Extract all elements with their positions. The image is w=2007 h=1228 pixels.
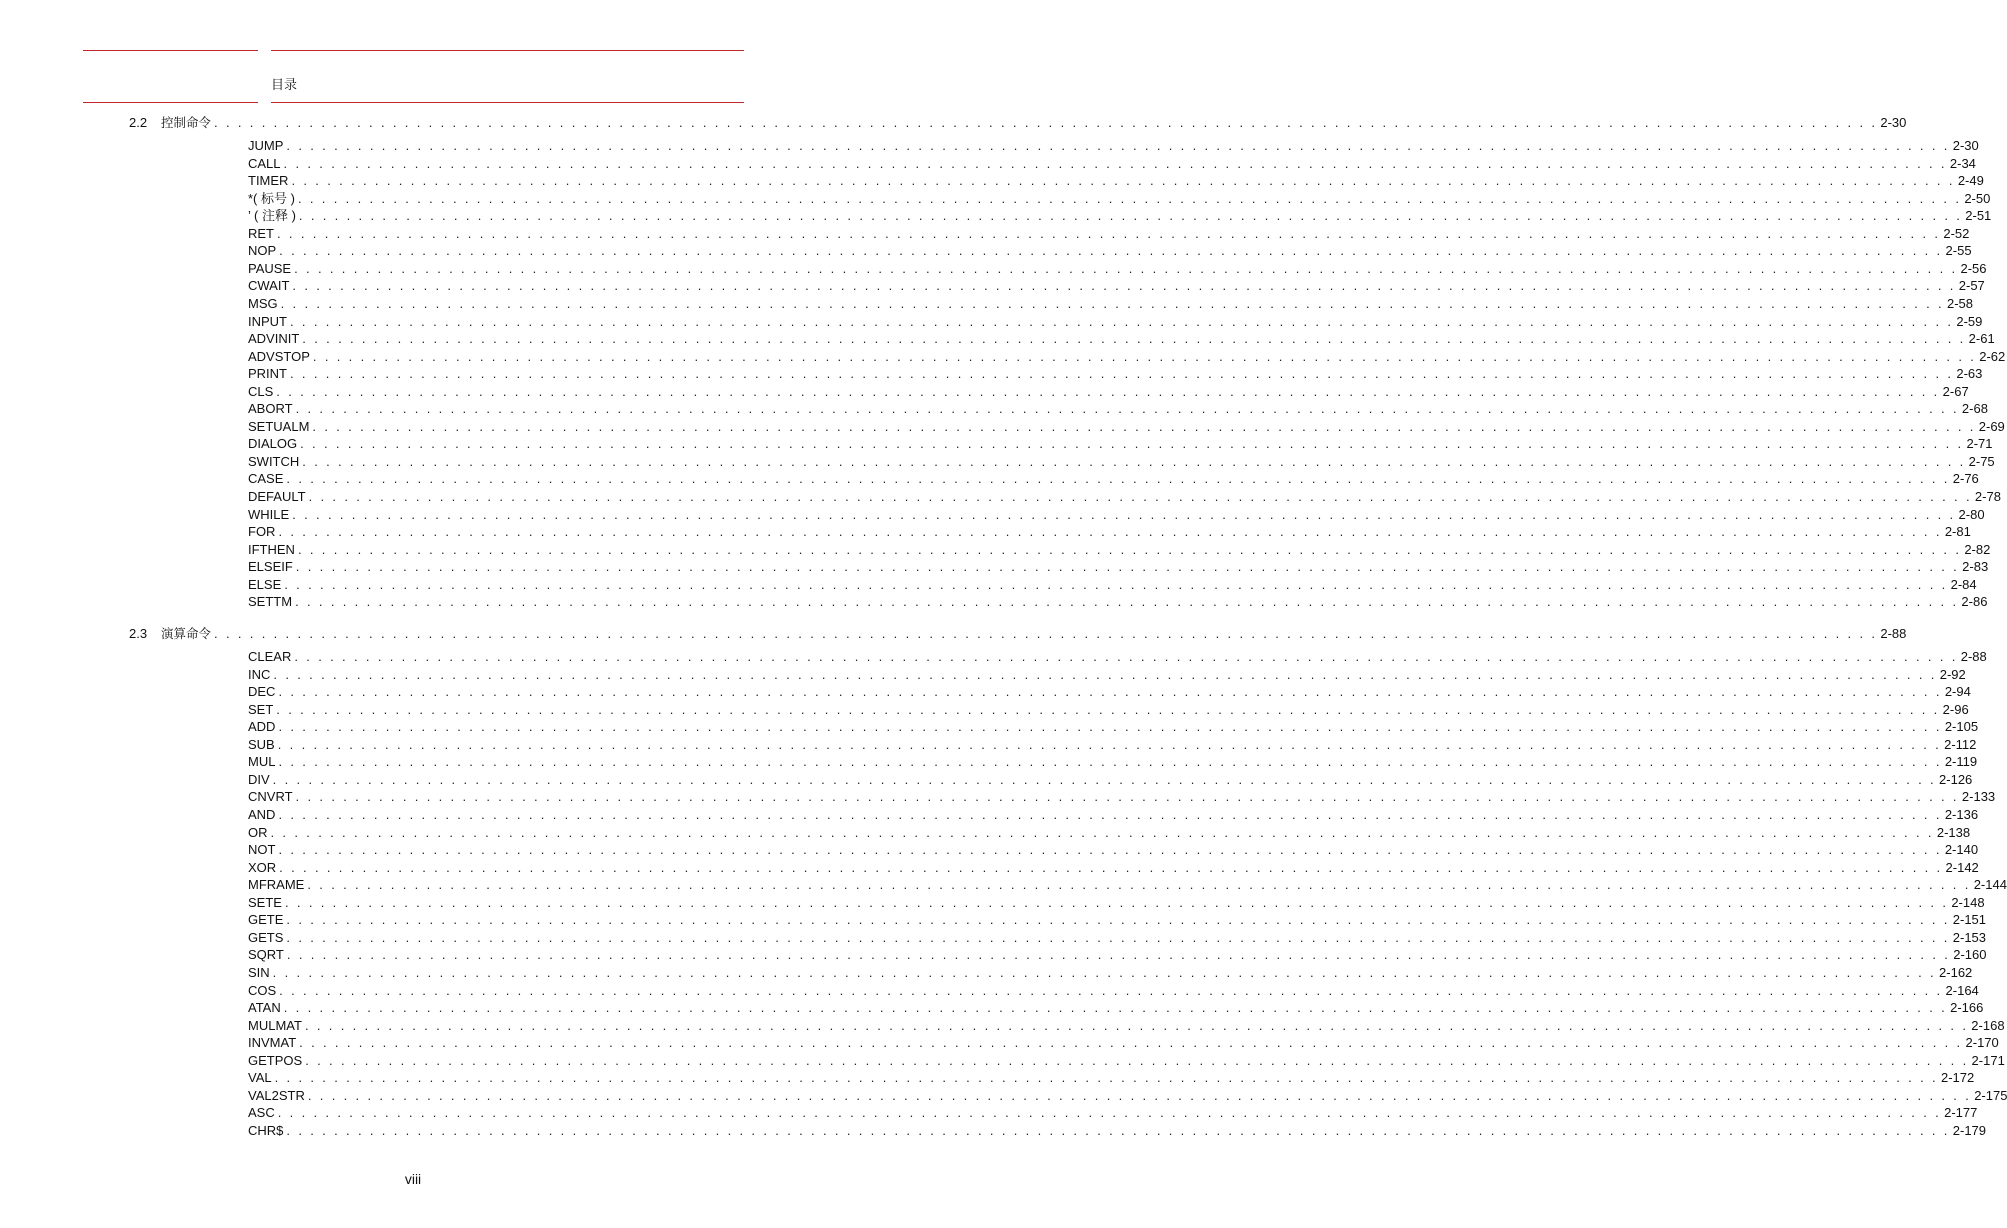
toc-entry[interactable] bbox=[248, 1104, 1978, 1122]
toc-entry[interactable] bbox=[248, 470, 1979, 488]
toc-entry-label: COS bbox=[248, 982, 277, 998]
toc-entry-label: WHILE bbox=[248, 506, 290, 522]
toc-leader-dots: . . . . . . . . . . . . . . . . . . . . . . . . . . . . . . . . . . . . . . . . . . . . . . . . . . . . . . . . . . . . . . . . . . . . . . . . . . . . . . . . . . . . . . . . . . . . . . . . . . . . . . . . . . . . . . . . . . . . . . . . . . . . . . . . . . . . . . . . . . . . bbox=[300, 436, 1964, 452]
toc-entry-label: PRINT bbox=[248, 366, 287, 382]
toc-entry-page: 2-82 bbox=[1964, 541, 1991, 557]
toc-entry-page: 2-168 bbox=[1971, 1017, 2005, 1033]
toc-entry-label: SIN bbox=[248, 964, 270, 980]
toc-entry[interactable] bbox=[248, 190, 1991, 208]
toc-entry-page: 2-88 bbox=[1960, 649, 1987, 664]
toc-entry[interactable] bbox=[248, 225, 1970, 243]
toc-entry-label: CHR$ bbox=[248, 1122, 284, 1138]
toc-entry-page: 2-151 bbox=[1952, 912, 1987, 928]
toc-entry-page: 2-58 bbox=[1946, 296, 1974, 311]
toc-entry[interactable] bbox=[248, 1069, 1975, 1087]
toc-entry-label: INVMAT bbox=[248, 1035, 297, 1051]
toc-entry[interactable] bbox=[248, 435, 1993, 453]
toc-leader-dots: . . . . . . . . . . . . . . . . . . . . . . . . . . . . . . . . . . . . . . . . . . . . . . . . . . . . . . . . . . . . . . . . . . . . . . . . . . . . . . . . . . . . . . . . . . . . . . . . . . . . . . . . . . . . . . . . . . . . . . . . . . . . . . . . . . . . . . . . . . . . bbox=[283, 155, 1947, 171]
toc-entry[interactable] bbox=[248, 558, 1989, 576]
toc-entry-page: 2-34 bbox=[1949, 155, 1976, 171]
toc-entry-label: CWAIT bbox=[248, 278, 290, 294]
toc-leader-dots: . . . . . . . . . . . . . . . . . . . . . . . . . . . . . . . . . . . . . . . . . . . . . . . . . . . . . . . . . . . . . . . . . . . . . . . . . . . . . . . . . . . . . . . . . . . . . . . . . . . . . . . . . . . . . . . . . . . . . . . . . . . . . . . . . . . . . . . . . . . . bbox=[286, 471, 1950, 487]
toc-leader-dots: . . . . . . . . . . . . . . . . . . . . . . . . . . . . . . . . . . . . . . . . . . . . . . . . . . . . . . . . . . . . . . . . . . . . . . . . . . . . . . . . . . . . . . . . . . . . . . . . . . . . . . . . . . . . . . . . . . . . . . . . . . . . . . . . . . . . . . . . . . . . bbox=[307, 877, 1971, 893]
toc-entry-label: DEFAULT bbox=[248, 489, 306, 504]
toc-entry-label: IFTHEN bbox=[248, 541, 295, 557]
toc-leader-dots: . . . . . . . . . . . . . . . . . . . . . . . . . . . . . . . . . . . . . . . . . . . . . . . . . . . . . . . . . . . . . . . . . . . . . . . . . . . . . . . . . . . . . . . . . . . . . . . . . . . . . . . . . . . . . . . . . . . . . . . . . . . . . . . . . . . . . . . . . . . . bbox=[302, 331, 1966, 347]
toc-entry-page: 2-50 bbox=[1964, 190, 1991, 206]
toc-entry[interactable] bbox=[248, 859, 1979, 877]
toc-leader-dots: . . . . . . . . . . . . . . . . . . . . . . . . . . . . . . . . . . . . . . . . . . . . . . . . . . . . . . . . . . . . . . . . . . . . . . . . . . . . . . . . . . . . . . . . . . . . . . . . . . . . . . . . . . . . . . . . . . . . . . . . . . . . . . . . . . . . . . . . . . . . bbox=[286, 912, 1950, 928]
toc-leader-dots: . . . . . . . . . . . . . . . . . . . . . . . . . . . . . . . . . . . . . . . . . . . . . . . . . . . . . . . . . . . . . . . . . . . . . . . . . . . . . . . . . . . . . . . . . . . . . . . . . . . . . . . . . . . . . . . . . . . . . . . . . . . . . . . . . . . . . . . . . . . . bbox=[286, 947, 1951, 963]
toc-entry-label: FOR bbox=[248, 524, 276, 540]
toc-entry-label: CALL bbox=[248, 155, 281, 171]
toc-entry-label: SET bbox=[248, 701, 274, 717]
toc-entry-label: GETS bbox=[248, 929, 284, 945]
toc-entry-page: 2-175 bbox=[1974, 1087, 2007, 1103]
toc-entry[interactable] bbox=[248, 982, 1979, 1000]
toc-entry-page: 2-162 bbox=[1939, 964, 1973, 980]
toc-entry-page: 2-80 bbox=[1958, 506, 1985, 522]
toc-entry-label: AND bbox=[248, 807, 276, 822]
toc-section-number: 2.2 bbox=[129, 115, 148, 130]
toc-entry-label: CNVRT bbox=[248, 789, 293, 805]
toc-leader-dots: . . . . . . . . . . . . . . . . . . . . . . . . . . . . . . . . . . . . . . . . . . . . . . . . . . . . . . . . . . . . . . . . . . . . . . . . . . . . . . . . . . . . . . . . . . . . . . . . . . . . . . . . . . . . . . . . . . . . . . . . . . . . . . . . . . . . . . . . . . . . bbox=[277, 225, 1941, 241]
header-rule-top-right bbox=[271, 50, 744, 51]
toc-entry[interactable] bbox=[248, 701, 1969, 719]
toc-leader-dots: . . . . . . . . . . . . . . . . . . . . . . . . . . . . . . . . . . . . . . . . . . . . . . . . . . . . . . . . . . . . . . . . . . . . . . . . . . . . . . . . . . . . . . . . . . . . . . . . . . . . . . . . . . . . . . . . . . . . . . . . . . . . . . . . . . . . . . . . . . . . bbox=[290, 313, 1954, 329]
toc-leader-dots: . . . . . . . . . . . . . . . . . . . . . . . . . . . . . . . . . . . . . . . . . . . . . . . . . . . . . . . . . . . . . . . . . . . . . . . . . . . . . . . . . . . . . . . . . . . . . . . . . . . . . . . . . . . . . . . . . . . . . . . . . . . . . . . . . . . . . . . . . . . . bbox=[297, 541, 1962, 557]
toc-leader-dots: . . . . . . . . . . . . . . . . . . . . . . . . . . . . . . . . . . . . . . . . . . . . . . . . . . . . . . . . . . . . . . . . . . . . . . . . . . . . . . . . . . . . . . . . . . . . . . . . . . . . . . . . . . . . . . . . . . . . . . . . . . . . . . . . . . . . . . . . . . . . bbox=[278, 684, 1942, 700]
toc-leader-dots: . . . . . . . . . . . . . . . . . . . . . . . . . . . . . . . . . . . . . . . . . . . . . . . . . . . . . . . . . . . . . . . . . . . . . . . . . . . . . . . . . . . . . . . . . . . . . . . . . . . . . . . . . . . . . . . . . . . . . . . . . . . . . . . . . . . . . . . . . . . . bbox=[276, 701, 1940, 717]
toc-entry-label: SQRT bbox=[248, 947, 284, 963]
toc-entry-label: MUL bbox=[248, 754, 276, 770]
toc-section-heading bbox=[129, 625, 214, 643]
toc-entry-label: NOT bbox=[248, 842, 276, 857]
toc-entry-page: 2-68 bbox=[1961, 401, 1988, 417]
toc-entry[interactable] bbox=[248, 1122, 1987, 1140]
toc-entry-page: 2-136 bbox=[1944, 807, 1979, 822]
toc-entry-label: INPUT bbox=[248, 313, 287, 329]
toc-entry-page: 2-75 bbox=[1968, 453, 1995, 469]
toc-entry-page: 2-94 bbox=[1944, 684, 1971, 700]
toc-entry[interactable] bbox=[248, 736, 1977, 754]
toc-leader-dots: . . . . . . . . . . . . . . . . . . . . . . . . . . . . . . . . . . . . . . . . . . . . . . . . . . . . . . . . . . . . . . . . . . . . . . . . . . . . . . . . . . . . . . . . . . . . . . . . . . . . . . . . . . . . . . . . . . . . . . . . . . . . . . . . . . . . . . . . . . . . bbox=[278, 719, 1942, 735]
header-rule-bottom-left bbox=[83, 102, 258, 103]
toc-entry[interactable] bbox=[248, 876, 2007, 894]
toc-leader-dots: . . . . . . . . . . . . . . . . . . . . . . . . . . . . . . . . . . . . . . . . . . . . . . . . . . . . . . . . . . . . . . . . . . . . . . . . . . . . . . . . . . . . . . . . . . . . . . . . . . . . . . . . . . . . . . . . . . . . . . . . . . . . . . . . . . . . . . . . . . . . bbox=[286, 1122, 1950, 1138]
toc-entry[interactable] bbox=[248, 418, 2005, 436]
toc-entry[interactable] bbox=[248, 911, 1987, 929]
toc-entry-page: 2-144 bbox=[1973, 877, 2007, 893]
toc-leader-dots: . . . . . . . . . . . . . . . . . . . . . . . . . . . . . . . . . . . . . . . . . . . . . . . . . . . . . . . . . . . . . . . . . . . . . . . . . . . . . . . . . . . . . . . . . . . . . . . . . . . . . . . . . . . . . . . . . . . . . . . . . . . . . . . . . . . . . . . . . . . . bbox=[270, 824, 1934, 840]
toc-leader-dots: . . . . . . . . . . . . . . . . . . . . . . . . . . . . . . . . . . . . . . . . . . . . . . . . . . . . . . . . . . . . . . . . . . . . . . . . . . . . . . . . . . . . . . . . . . . . . . . . . . . . . . . . . . . . . . . . . . . . . . . . . . . . . . . . . . . . . . . . . . . . bbox=[272, 771, 1937, 787]
toc-entry[interactable] bbox=[248, 260, 1987, 278]
toc-entry[interactable] bbox=[248, 313, 1983, 331]
toc-entry-page: 2-166 bbox=[1950, 1000, 1984, 1015]
toc-entry-page: 2-172 bbox=[1940, 1070, 1975, 1086]
toc-leader-dots: . . . . . . . . . . . . . . . . . . . . . . . . . . . . . . . . . . . . . . . . . . . . . . . . . . . . . . . . . . . . . . . . . . . . . . . . . . . . . . . . . . . . . . . . . . . . . . . . . . . . . . . . . . . . . . . . . . . . . . . . . . . . . . . . . . . . . . . . . . . . bbox=[302, 453, 1966, 469]
toc-entry-page: 2-78 bbox=[1974, 489, 2001, 504]
toc-entry-label: GETPOS bbox=[248, 1052, 303, 1068]
toc-entry[interactable] bbox=[248, 488, 2001, 506]
toc-entry-page: 2-57 bbox=[1958, 278, 1985, 294]
toc-leader-dots: . . . . . . . . . . . . . . . . . . . . . . . . . . . . . . . . . . . . . . . . . . . . . . . . . . . . . . . . . . . . . . . . . . . . . . . . . . . . . . . . . . . . . . . . . . . . . . . . . . . . . . . . . . . . . . . . . . . . . . . . . . . . . . . . . . . . . . . . . . . . bbox=[298, 208, 1963, 224]
toc-entry-label: CASE bbox=[248, 471, 284, 487]
toc-entry-page: 2-81 bbox=[1944, 524, 1971, 540]
toc-entry[interactable] bbox=[248, 929, 1987, 947]
toc-entry[interactable] bbox=[248, 523, 1971, 541]
toc-entry[interactable] bbox=[248, 1087, 2007, 1105]
toc-entry-page: 2-69 bbox=[1978, 418, 2005, 434]
toc-entry[interactable] bbox=[248, 718, 1979, 736]
toc-entry[interactable] bbox=[248, 365, 1983, 383]
toc-entry[interactable] bbox=[248, 648, 1987, 666]
toc-entry-page: 2-177 bbox=[1944, 1105, 1978, 1121]
toc-leader-dots: . . . . . . . . . . . . . . . . . . . . . . . . . . . . . . . . . . . . . . . . . . . . . . . . . . . . . . . . . . . . . . . . . . . . . . . . . . . . . . . . . . . . . . . . . . . . . . . . . . . . . . . . . . . . . . . . . . . . . . . . . . . . . . . . . . . . . . . . . . . . bbox=[305, 1052, 1969, 1068]
toc-entry[interactable] bbox=[248, 964, 1973, 982]
toc-entry-page: 2-86 bbox=[1961, 594, 1988, 610]
toc-entry-page: 2-179 bbox=[1952, 1122, 1987, 1138]
toc-entry-label: ELSE bbox=[248, 576, 282, 592]
toc-entry-label: SETUALM bbox=[248, 418, 310, 434]
toc-leader-dots: . . . . . . . . . . . . . . . . . . . . . . . . . . . . . . . . . . . . . . . . . . . . . . . . . . . . . . . . . . . . . . . . . . . . . . . . . . . . . . . . . . . . . . . . . . . . . . . . . . . . . . . . . . . . . . . . . . . . . . . . . . . . . . . . . . . . . . . . . . . . bbox=[312, 348, 1977, 364]
toc-entry[interactable] bbox=[248, 137, 1979, 155]
toc-entry-page: 2-67 bbox=[1942, 383, 1969, 399]
toc-entry-label: *( 标号 ) bbox=[248, 190, 295, 206]
toc-entry-page: 2-105 bbox=[1944, 719, 1979, 735]
toc-entry[interactable] bbox=[248, 999, 1984, 1017]
toc-entry[interactable] bbox=[248, 277, 1985, 295]
toc-section-page: 2-88 bbox=[1880, 626, 1907, 641]
toc-leader-dots: . . . . . . . . . . . . . . . . . . . . . . . . . . . . . . . . . . . . . . . . . . . . . . . . . . . . . . . . . . . . . . . . . . . . . . . . . . . . . . . . . . . . . . . . . . . . . . . . . . . . . . . . . . . . . . . . . . . . . . . . . . . . . . . . . . . . . . . . . . . . bbox=[304, 1017, 1969, 1033]
toc-entry-page: 2-71 bbox=[1966, 436, 1993, 452]
toc-entry[interactable] bbox=[248, 400, 1988, 418]
toc-section-number: 2.3 bbox=[129, 626, 148, 641]
toc-leader-dots: . . . . . . . . . . . . . . . . . . . . . . . . . . . . . . . . . . . . . . . . . . . . . . . . . . . . . . . . . . . . . . . . . . . . . . . . . . . . . . . . . . . . . . . . . . . . . . . . . . . . . . . . . . . . . . . . . . . . . . . . . . . . . . . . . . . . . . . . . . . . bbox=[274, 1070, 1938, 1086]
toc-leader-dots: . . . . . . . . . . . . . . . . . . . . . . . . . . . . . . . . . . . . . . . . . . . . . . . . . . . . . . . . . . . . . . . . . . . . . . . . . . . . . . . . . . . . . . . . . . . . . . . . . . . . . . . . . . . . . . . . . . . . . . . . . . . . . . . . . . . . . . . . . . . . bbox=[280, 296, 1944, 311]
toc-entry-label: DEC bbox=[248, 684, 276, 700]
toc-leader-dots: . . . . . . . . . . . . . . . . . . . . . . . . . . . . . . . . . . . . . . . . . . . . . . . . . . . . . . . . . . . . . . . . . . . . . . . . . . . . . . . . . . . . . . . . . . . . . . . . . . . . . . . . . . . . . . . . . . . . . . . . . . . . . . . . . . . . . . . . . . . . bbox=[284, 576, 1948, 592]
toc-entry-page: 2-119 bbox=[1944, 754, 1978, 770]
toc-entry-page: 2-55 bbox=[1945, 243, 1972, 259]
toc-leader-dots: . . . . . . . . . . . . . . . . . . . . . . . . . . . . . . . . . . . . . . . . . . . . . . . . . . . . . . . . . . . . . . . . . . . . . . . . . . . . . . . . . . . . . . . . . . . . . . . . . . . . . . . . . . . . . . . . . . . . . . . . . . . . . . . . . . . . . . . . . . . . bbox=[278, 524, 1942, 540]
toc-section-page: 2-30 bbox=[1880, 115, 1907, 130]
toc-entry[interactable] bbox=[248, 1052, 2005, 1070]
toc-entry-label: ADVSTOP bbox=[248, 348, 310, 364]
toc-leader-dots: . . . . . . . . . . . . . . . . . . . . . . . . . . . . . . . . . . . . . . . . . . . . . . . . . . . . . . . . . . . . . . . . . . . . . . . . . . . . . . . . . . . . . . . . . . . . . . . . . . . . . . . . . . . . . . . . . . . . . . . . . . . . . . . . . . . . . . . . . . . . bbox=[308, 489, 1972, 504]
toc-entry[interactable] bbox=[248, 207, 1992, 225]
toc-entry-page: 2-49 bbox=[1957, 173, 1984, 189]
toc-entry-label: INC bbox=[248, 666, 271, 682]
toc-leader-dots: . . . . . . . . . . . . . . . . . . . . . . . . . . . . . . . . . . . . . . . . . . . . . . . . . . . . . . . . . . . . . . . . . . . . . . . . . . . . . . . . . . . . . . . . . . . . . . . . . . . . . . . . . . . . . . . . . . . . . . . . . . . . . . . . . . . . . . . . . . . . bbox=[279, 243, 1943, 259]
toc-entry[interactable] bbox=[248, 894, 1985, 912]
toc-entry-label: CLEAR bbox=[248, 649, 292, 664]
header-rule-bottom-right bbox=[271, 102, 744, 103]
toc-leader-dots: . . . . . . . . . . . . . . . . . . . . . . . . . . . . . . . . . . . . . . . . . . . . . . . . . . . . . . . . . . . . . . . . . . . . . . . . . . . . . . . . . . . . . . . . . . . . . . . . . . . . . . . . . . . . . . . . . . . . . . . . . . . . . . . . . . . . . . . . . . . . bbox=[278, 842, 1942, 857]
toc-entry[interactable] bbox=[248, 576, 1977, 594]
toc-leader-dots: . . . . . . . . . . . . . . . . . . . . . . . . . . . . . . . . . . . . . . . . . . . . . . . . . . . . . . . . . . . . . . . . . . . . . . . . . . . . . . . . . . . . . . . . . . . . . . . . . . . . . . . . . . . . . . . . . . . . . . . . . . . . . . . . . . . . . . . . . . . . bbox=[295, 789, 1959, 805]
toc-entry[interactable] bbox=[248, 506, 1985, 524]
toc-leader-dots: . . . . . . . . . . . . . . . . . . . . . . . . . . . . . . . . . . . . . . . . . . . . . . . . . . . . . . . . . . . . . . . . . . . . . . . . . . . . . . . . . . . . . . . . . . . . . . . . . . . . . . . . . . . . . . . . . . . . . . . . . . . . . . . . . . . . . . . . . . . . bbox=[295, 401, 1959, 417]
toc-entry-page: 2-170 bbox=[1965, 1035, 1999, 1051]
toc-leader-dots: . . . . . . . . . . . . . . . . . . . . . . . . . . . . . . . . . . . . . . . . . . . . . . . . . . . . . . . . . . . . . . . . . . . . . . . . . . . . . . . . . . . . . . . . . . . . . . . . . . . . . . . . . . . . . . . . . . . . . . . . . . . . . . . . . . . . . . . . . . . . bbox=[273, 666, 1937, 682]
toc-leader-dots: . . . . . . . . . . . . . . . . . . . . . . . . . . . . . . . . . . . . . . . . . . . . . . . . . . . . . . . . . . . . . . . . . . . . . . . . . . . . . . . . . . . . . . . . . . . . . . . . . . . . . . . . . . . . . . . . . . . . . . . . . . . . . . . . . . . . . . . . . . . . bbox=[277, 736, 1942, 752]
toc-entry-label: VAL2STR bbox=[248, 1087, 305, 1103]
toc-leader-dots: . . . . . . . . . . . . . . . . . . . . . . . . . . . . . . . . . . . . . . . . . . . . . . . . . . . . . . . . . . . . . . . . . . . . . . . . . . . . . . . . . . . . . . . . . . . . . . . . . . . . . . . . . . . . . . . . . . . . . . . . . . . . . . . . . . . . . . . . . . . . bbox=[214, 115, 1878, 130]
toc-entry-label: OR bbox=[248, 824, 268, 840]
toc-leader-dots: . . . . . . . . . . . . . . . . . . . . . . . . . . . . . . . . . . . . . . . . . . . . . . . . . . . . . . . . . . . . . . . . . . . . . . . . . . . . . . . . . . . . . . . . . . . . . . . . . . . . . . . . . . . . . . . . . . . . . . . . . . . . . . . . . . . . . . . . . . . . bbox=[299, 1035, 1963, 1051]
toc-leader-dots: . . . . . . . . . . . . . . . . . . . . . . . . . . . . . . . . . . . . . . . . . . . . . . . . . . . . . . . . . . . . . . . . . . . . . . . . . . . . . . . . . . . . . . . . . . . . . . . . . . . . . . . . . . . . . . . . . . . . . . . . . . . . . . . . . . . . . . . . . . . . bbox=[279, 982, 1943, 998]
toc-leader-dots: . . . . . . . . . . . . . . . . . . . . . . . . . . . . . . . . . . . . . . . . . . . . . . . . . . . . . . . . . . . . . . . . . . . . . . . . . . . . . . . . . . . . . . . . . . . . . . . . . . . . . . . . . . . . . . . . . . . . . . . . . . . . . . . . . . . . . . . . . . . . bbox=[295, 559, 1960, 575]
toc-entry-label: DIALOG bbox=[248, 436, 298, 452]
toc-section-title: 演算命令 bbox=[161, 626, 212, 641]
toc-entry-label: SUB bbox=[248, 736, 275, 752]
toc-entry-label: JUMP bbox=[248, 138, 284, 153]
toc-entry-label: ASC bbox=[248, 1105, 275, 1121]
toc-entry-page: 2-126 bbox=[1939, 771, 1973, 787]
toc-entry-page: 2-56 bbox=[1960, 260, 1987, 276]
toc-entry-page: 2-133 bbox=[1961, 789, 1996, 805]
toc-leader-dots: . . . . . . . . . . . . . . . . . . . . . . . . . . . . . . . . . . . . . . . . . . . . . . . . . . . . . . . . . . . . . . . . . . . . . . . . . . . . . . . . . . . . . . . . . . . . . . . . . . . . . . . . . . . . . . . . . . . . . . . . . . . . . . . . . . . . . . . . . . . . bbox=[286, 138, 1950, 153]
toc-entry-label: TIMER bbox=[248, 173, 289, 189]
toc-entry[interactable] bbox=[248, 541, 1991, 559]
toc-entry-page: 2-96 bbox=[1942, 701, 1969, 717]
toc-leader-dots: . . . . . . . . . . . . . . . . . . . . . . . . . . . . . . . . . . . . . . . . . . . . . . . . . . . . . . . . . . . . . . . . . . . . . . . . . . . . . . . . . . . . . . . . . . . . . . . . . . . . . . . . . . . . . . . . . . . . . . . . . . . . . . . . . . . . . . . . . . . . bbox=[286, 929, 1950, 945]
toc-entry[interactable] bbox=[248, 841, 1979, 859]
toc-entry-label: MSG bbox=[248, 296, 278, 311]
toc-entry-page: 2-112 bbox=[1944, 736, 1977, 752]
toc-entry[interactable] bbox=[248, 242, 1972, 260]
toc-leader-dots: . . . . . . . . . . . . . . . . . . . . . . . . . . . . . . . . . . . . . . . . . . . . . . . . . . . . . . . . . . . . . . . . . . . . . . . . . . . . . . . . . . . . . . . . . . . . . . . . . . . . . . . . . . . . . . . . . . . . . . . . . . . . . . . . . . . . . . . . . . . . bbox=[292, 278, 1956, 294]
toc-entry-page: 2-160 bbox=[1953, 947, 1987, 963]
toc-entry-label: XOR bbox=[248, 859, 277, 875]
toc-entry-label: VAL bbox=[248, 1070, 272, 1086]
toc-section-line[interactable] bbox=[129, 625, 1907, 643]
toc-section-heading bbox=[129, 114, 214, 132]
toc-leader-dots: . . . . . . . . . . . . . . . . . . . . . . . . . . . . . . . . . . . . . . . . . . . . . . . . . . . . . . . . . . . . . . . . . . . . . . . . . . . . . . . . . . . . . . . . . . . . . . . . . . . . . . . . . . . . . . . . . . . . . . . . . . . . . . . . . . . . . . . . . . . . bbox=[294, 649, 1958, 664]
toc-section-title: 控制命令 bbox=[161, 115, 212, 130]
toc-entry-label: RET bbox=[248, 225, 274, 241]
header-rule-top-left bbox=[83, 50, 258, 51]
toc-entry-label: CLS bbox=[248, 383, 274, 399]
toc-section-line[interactable] bbox=[129, 114, 1907, 132]
toc-leader-dots: . . . . . . . . . . . . . . . . . . . . . . . . . . . . . . . . . . . . . . . . . . . . . . . . . . . . . . . . . . . . . . . . . . . . . . . . . . . . . . . . . . . . . . . . . . . . . . . . . . . . . . . . . . . . . . . . . . . . . . . . . . . . . . . . . . . . . . . . . . . . bbox=[297, 190, 1962, 206]
toc-entry-page: 2-61 bbox=[1968, 331, 1995, 347]
toc-leader-dots: . . . . . . . . . . . . . . . . . . . . . . . . . . . . . . . . . . . . . . . . . . . . . . . . . . . . . . . . . . . . . . . . . . . . . . . . . . . . . . . . . . . . . . . . . . . . . . . . . . . . . . . . . . . . . . . . . . . . . . . . . . . . . . . . . . . . . . . . . . . . bbox=[272, 964, 1937, 980]
toc-entry-label: MFRAME bbox=[248, 877, 305, 893]
toc-leader-dots: . . . . . . . . . . . . . . . . . . . . . . . . . . . . . . . . . . . . . . . . . . . . . . . . . . . . . . . . . . . . . . . . . . . . . . . . . . . . . . . . . . . . . . . . . . . . . . . . . . . . . . . . . . . . . . . . . . . . . . . . . . . . . . . . . . . . . . . . . . . . bbox=[292, 506, 1956, 522]
toc-entry-label: ADD bbox=[248, 719, 276, 735]
toc-entry[interactable] bbox=[248, 666, 1966, 684]
toc-entry[interactable] bbox=[248, 593, 1988, 611]
toc-leader-dots: . . . . . . . . . . . . . . . . . . . . . . . . . . . . . . . . . . . . . . . . . . . . . . . . . . . . . . . . . . . . . . . . . . . . . . . . . . . . . . . . . . . . . . . . . . . . . . . . . . . . . . . . . . . . . . . . . . . . . . . . . . . . . . . . . . . . . . . . . . . . bbox=[307, 1087, 1972, 1103]
toc-entry-label: SETTM bbox=[248, 594, 293, 610]
toc-entry[interactable] bbox=[248, 383, 1969, 401]
toc-entry[interactable] bbox=[248, 788, 1996, 806]
toc-entry[interactable] bbox=[248, 824, 1971, 842]
toc-entry-label: DIV bbox=[248, 771, 270, 787]
toc-entry-page: 2-164 bbox=[1945, 982, 1979, 998]
toc-entry-page: 2-84 bbox=[1950, 576, 1977, 592]
toc-entry-label: SWITCH bbox=[248, 453, 300, 469]
toc-entry-page: 2-92 bbox=[1939, 666, 1966, 682]
toc-leader-dots: . . . . . . . . . . . . . . . . . . . . . . . . . . . . . . . . . . . . . . . . . . . . . . . . . . . . . . . . . . . . . . . . . . . . . . . . . . . . . . . . . . . . . . . . . . . . . . . . . . . . . . . . . . . . . . . . . . . . . . . . . . . . . . . . . . . . . . . . . . . . bbox=[290, 366, 1954, 382]
toc-leader-dots: . . . . . . . . . . . . . . . . . . . . . . . . . . . . . . . . . . . . . . . . . . . . . . . . . . . . . . . . . . . . . . . . . . . . . . . . . . . . . . . . . . . . . . . . . . . . . . . . . . . . . . . . . . . . . . . . . . . . . . . . . . . . . . . . . . . . . . . . . . . . bbox=[214, 626, 1878, 641]
toc-entry[interactable] bbox=[248, 295, 1974, 313]
toc-entry-label: ADVINIT bbox=[248, 331, 300, 347]
toc-entry-page: 2-52 bbox=[1943, 225, 1970, 241]
toc-entry[interactable] bbox=[248, 1017, 2005, 1035]
toc-entry[interactable] bbox=[248, 683, 1971, 701]
toc-entry[interactable] bbox=[248, 806, 1979, 824]
toc-entry-label: PAUSE bbox=[248, 260, 292, 276]
toc-entry-page: 2-171 bbox=[1971, 1052, 2005, 1068]
toc-leader-dots: . . . . . . . . . . . . . . . . . . . . . . . . . . . . . . . . . . . . . . . . . . . . . . . . . . . . . . . . . . . . . . . . . . . . . . . . . . . . . . . . . . . . . . . . . . . . . . . . . . . . . . . . . . . . . . . . . . . . . . . . . . . . . . . . . . . . . . . . . . . . bbox=[284, 894, 1949, 910]
toc-entry[interactable] bbox=[248, 330, 1995, 348]
toc-entry[interactable] bbox=[248, 453, 1995, 471]
toc-entry-label: ELSEIF bbox=[248, 559, 293, 575]
toc-entry-page: 2-138 bbox=[1936, 824, 1971, 840]
toc-leader-dots: . . . . . . . . . . . . . . . . . . . . . . . . . . . . . . . . . . . . . . . . . . . . . . . . . . . . . . . . . . . . . . . . . . . . . . . . . . . . . . . . . . . . . . . . . . . . . . . . . . . . . . . . . . . . . . . . . . . . . . . . . . . . . . . . . . . . . . . . . . . . bbox=[277, 1105, 1942, 1121]
toc-entry-label: NOP bbox=[248, 243, 277, 259]
toc-entry-page: 2-62 bbox=[1979, 348, 2006, 364]
toc-entry-label: ABORT bbox=[248, 401, 293, 417]
toc-entry-label: SETE bbox=[248, 894, 282, 910]
toc-entry-label: ATAN bbox=[248, 1000, 281, 1015]
toc-entry-page: 2-59 bbox=[1956, 313, 1983, 329]
toc-entry[interactable] bbox=[248, 1034, 1999, 1052]
toc-entry[interactable] bbox=[248, 172, 1984, 190]
toc-entry[interactable] bbox=[248, 946, 1987, 964]
toc-leader-dots: . . . . . . . . . . . . . . . . . . . . . . . . . . . . . . . . . . . . . . . . . . . . . . . . . . . . . . . . . . . . . . . . . . . . . . . . . . . . . . . . . . . . . . . . . . . . . . . . . . . . . . . . . . . . . . . . . . . . . . . . . . . . . . . . . . . . . . . . . . . . bbox=[295, 594, 1959, 610]
toc-entry[interactable] bbox=[248, 771, 1973, 789]
toc-entry-page: 2-30 bbox=[1952, 138, 1979, 153]
toc-entry-page: 2-142 bbox=[1945, 859, 1979, 875]
toc-entry-label: MULMAT bbox=[248, 1017, 302, 1033]
toc-entry-page: 2-63 bbox=[1956, 366, 1983, 382]
toc-leader-dots: . . . . . . . . . . . . . . . . . . . . . . . . . . . . . . . . . . . . . . . . . . . . . . . . . . . . . . . . . . . . . . . . . . . . . . . . . . . . . . . . . . . . . . . . . . . . . . . . . . . . . . . . . . . . . . . . . . . . . . . . . . . . . . . . . . . . . . . . . . . . bbox=[278, 807, 1942, 822]
page-header-title: 目录 bbox=[271, 78, 298, 93]
toc-entry-page: 2-76 bbox=[1952, 471, 1979, 487]
toc-entry-label: GETE bbox=[248, 912, 284, 928]
toc-entry-page: 2-83 bbox=[1962, 559, 1989, 575]
toc-leader-dots: . . . . . . . . . . . . . . . . . . . . . . . . . . . . . . . . . . . . . . . . . . . . . . . . . . . . . . . . . . . . . . . . . . . . . . . . . . . . . . . . . . . . . . . . . . . . . . . . . . . . . . . . . . . . . . . . . . . . . . . . . . . . . . . . . . . . . . . . . . . . bbox=[283, 1000, 1948, 1015]
toc-entry-page: 2-51 bbox=[1965, 208, 1992, 224]
toc-entry-page: 2-153 bbox=[1952, 929, 1987, 945]
toc-entry-page: 2-140 bbox=[1944, 842, 1979, 857]
toc-leader-dots: . . . . . . . . . . . . . . . . . . . . . . . . . . . . . . . . . . . . . . . . . . . . . . . . . . . . . . . . . . . . . . . . . . . . . . . . . . . . . . . . . . . . . . . . . . . . . . . . . . . . . . . . . . . . . . . . . . . . . . . . . . . . . . . . . . . . . . . . . . . . bbox=[294, 260, 1958, 276]
toc-leader-dots: . . . . . . . . . . . . . . . . . . . . . . . . . . . . . . . . . . . . . . . . . . . . . . . . . . . . . . . . . . . . . . . . . . . . . . . . . . . . . . . . . . . . . . . . . . . . . . . . . . . . . . . . . . . . . . . . . . . . . . . . . . . . . . . . . . . . . . . . . . . . bbox=[312, 418, 1976, 434]
toc-entry-label: ’ ( 注释 ) bbox=[248, 208, 296, 224]
page-number: viii bbox=[404, 1171, 422, 1187]
toc-leader-dots: . . . . . . . . . . . . . . . . . . . . . . . . . . . . . . . . . . . . . . . . . . . . . . . . . . . . . . . . . . . . . . . . . . . . . . . . . . . . . . . . . . . . . . . . . . . . . . . . . . . . . . . . . . . . . . . . . . . . . . . . . . . . . . . . . . . . . . . . . . . . bbox=[291, 173, 1955, 189]
toc-entry-page: 2-148 bbox=[1951, 894, 1985, 910]
toc-leader-dots: . . . . . . . . . . . . . . . . . . . . . . . . . . . . . . . . . . . . . . . . . . . . . . . . . . . . . . . . . . . . . . . . . . . . . . . . . . . . . . . . . . . . . . . . . . . . . . . . . . . . . . . . . . . . . . . . . . . . . . . . . . . . . . . . . . . . . . . . . . . . bbox=[279, 859, 1943, 875]
toc-entry[interactable] bbox=[248, 348, 2006, 366]
toc-entry[interactable] bbox=[248, 155, 1976, 173]
toc-entry[interactable] bbox=[248, 753, 1978, 771]
toc-leader-dots: . . . . . . . . . . . . . . . . . . . . . . . . . . . . . . . . . . . . . . . . . . . . . . . . . . . . . . . . . . . . . . . . . . . . . . . . . . . . . . . . . . . . . . . . . . . . . . . . . . . . . . . . . . . . . . . . . . . . . . . . . . . . . . . . . . . . . . . . . . . . bbox=[278, 754, 1942, 770]
toc-leader-dots: . . . . . . . . . . . . . . . . . . . . . . . . . . . . . . . . . . . . . . . . . . . . . . . . . . . . . . . . . . . . . . . . . . . . . . . . . . . . . . . . . . . . . . . . . . . . . . . . . . . . . . . . . . . . . . . . . . . . . . . . . . . . . . . . . . . . . . . . . . . . bbox=[276, 383, 1940, 399]
